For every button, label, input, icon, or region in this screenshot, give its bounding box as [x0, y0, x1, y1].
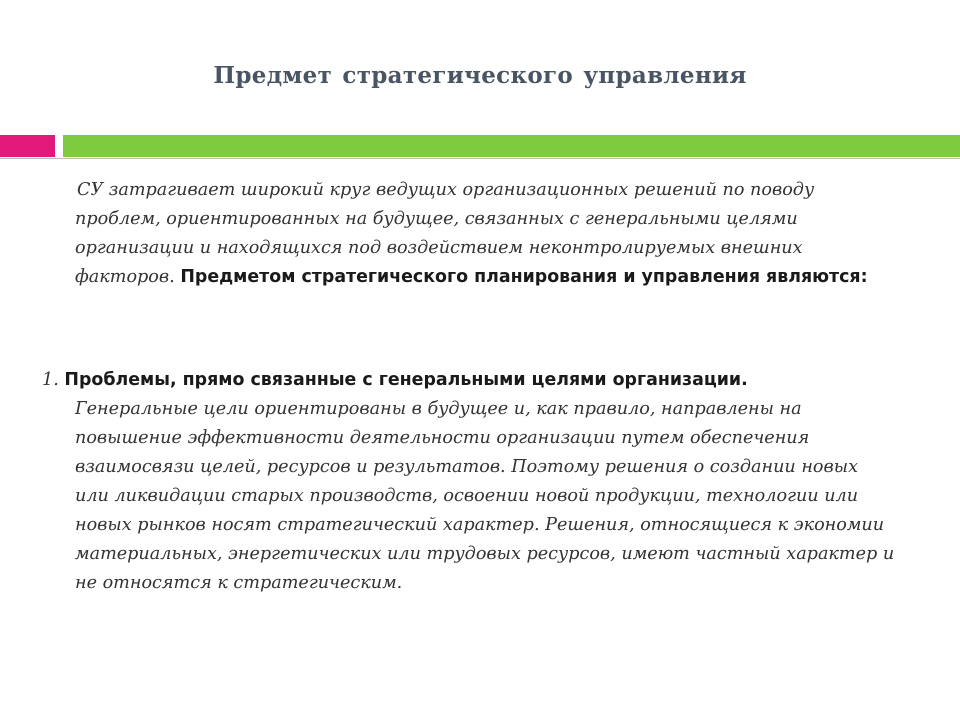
list-item-body: Генеральные цели ориентированы в будущее и, как правило, направлены на повышение эффективности деятельности организации путем обеспечения взаимосвязи целей, ресурсов и результатов. Поэтому решения о создании новых или ликвидации старых производств, освоении новой продукции, технологии или новых рынков носят стратегический характер. Решения, относящиеся к экономии материальных, энергетических или трудовых ресурсов, имеют частный характер и не относятся к стратегическим.	[75, 399, 895, 593]
list-item	[42, 366, 912, 598]
accent-bar-green	[63, 135, 960, 157]
intro-text: СУ затрагивает широкий круг ведущих организационных решений по поводу проблем, ориентированных на будущее, связанных с генеральными целями организации и находящихся под воздействием неконтролируемых внешних факторов.	[75, 180, 815, 287]
slide-title: Предмет стратегического управления	[213, 62, 747, 89]
intro-subject-statement: Предметом стратегического планирования и управления являются:	[180, 267, 868, 287]
accent-bar-divider	[55, 135, 63, 157]
accent-underline	[0, 158, 960, 162]
intro-paragraph	[75, 176, 875, 292]
list-item-number: 1.	[42, 370, 65, 390]
accent-bar-pink	[0, 135, 55, 157]
list-item-heading: Проблемы, прямо связанные с генеральными целями организации.	[64, 370, 748, 390]
